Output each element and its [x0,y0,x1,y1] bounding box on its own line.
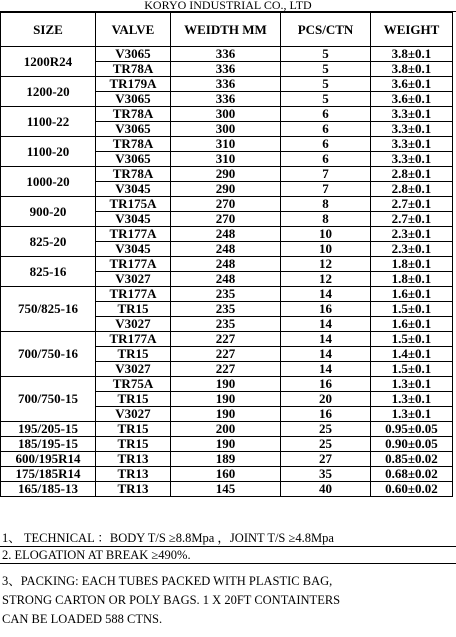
cell-width: 227 [171,362,281,377]
packing-line-1: 3、PACKING: EACH TUBES PACKED WITH PLASTIC BAG, [2,574,333,588]
cell-valve: TR177A [96,227,171,242]
cell-pcs-ctn: 10 [281,227,371,242]
cell-width: 248 [171,257,281,272]
cell-weight: 2.8±0.1 [371,167,453,182]
table-row [1,482,453,497]
table-row [1,107,453,122]
cell-size: 1100-22 [1,107,96,137]
cell-width: 310 [171,152,281,167]
cell-weight: 1.6±0.1 [371,287,453,302]
cell-pcs-ctn: 6 [281,107,371,122]
table-row [1,287,453,302]
cell-weight: 3.8±0.1 [371,47,453,62]
company-title: KORYO INDUSTRIAL CO., LTD [0,0,456,12]
cell-width: 336 [171,47,281,62]
cell-size: 825-16 [1,257,96,287]
cell-pcs-ctn: 16 [281,377,371,392]
cell-pcs-ctn: 8 [281,197,371,212]
table-row [1,452,453,467]
table-row [1,332,453,347]
cell-valve: V3065 [96,122,171,137]
cell-weight: 1.3±0.1 [371,407,453,422]
cell-width: 235 [171,302,281,317]
cell-valve: TR175A [96,197,171,212]
cell-valve: V3027 [96,407,171,422]
table-row [1,47,453,62]
cell-size: 900-20 [1,197,96,227]
cell-pcs-ctn: 20 [281,392,371,407]
cell-width: 160 [171,467,281,482]
table-row [1,422,453,437]
cell-weight: 0.60±0.02 [371,482,453,497]
cell-pcs-ctn: 5 [281,47,371,62]
cell-pcs-ctn: 7 [281,182,371,197]
cell-pcs-ctn: 25 [281,422,371,437]
cell-valve: V3027 [96,272,171,287]
packing-line-2: STRONG CARTON OR POLY BAGS. 1 X 20FT CONTAINTERS [2,593,341,607]
cell-width: 189 [171,452,281,467]
cell-size: 1000-20 [1,167,96,197]
cell-width: 300 [171,122,281,137]
cell-valve: TR179A [96,77,171,92]
cell-weight: 1.8±0.1 [371,272,453,287]
cell-weight: 0.95±0.05 [371,422,453,437]
tube-spec-table [0,12,453,497]
table-row [1,437,453,452]
cell-width: 190 [171,392,281,407]
note-elongation: 2. ELOGATION AT BREAK ≥490%. [0,546,456,564]
cell-size: 700/750-15 [1,377,96,422]
cell-pcs-ctn: 12 [281,272,371,287]
table-row [1,467,453,482]
cell-pcs-ctn: 8 [281,212,371,227]
cell-valve: TR13 [96,467,171,482]
cell-width: 248 [171,227,281,242]
cell-width: 145 [171,482,281,497]
cell-pcs-ctn: 6 [281,137,371,152]
cell-valve: TR13 [96,482,171,497]
cell-valve: V3065 [96,152,171,167]
cell-valve: V3027 [96,362,171,377]
cell-width: 336 [171,92,281,107]
cell-weight: 3.6±0.1 [371,77,453,92]
cell-width: 270 [171,212,281,227]
cell-weight: 1.3±0.1 [371,392,453,407]
cell-width: 310 [171,137,281,152]
cell-pcs-ctn: 40 [281,482,371,497]
cell-weight: 1.8±0.1 [371,257,453,272]
cell-width: 190 [171,407,281,422]
cell-pcs-ctn: 27 [281,452,371,467]
cell-pcs-ctn: 25 [281,437,371,452]
table-row [1,197,453,212]
cell-valve: V3065 [96,47,171,62]
cell-size: 1100-20 [1,137,96,167]
cell-valve: TR78A [96,107,171,122]
cell-width: 336 [171,62,281,77]
cell-weight: 2.3±0.1 [371,227,453,242]
cell-pcs-ctn: 7 [281,167,371,182]
column-header-weight: WEIGHT [371,13,453,47]
cell-size: 825-20 [1,227,96,257]
cell-valve: TR13 [96,452,171,467]
note-technical: 1、 TECHNICAL ：BODY T/S ≥8.8Mpa ，JOINT T/S ≥4.8Mpa [2,531,334,545]
note-packing [0,572,456,629]
cell-valve: V3045 [96,212,171,227]
cell-pcs-ctn: 14 [281,317,371,332]
cell-size: 185/195-15 [1,437,96,452]
cell-pcs-ctn: 16 [281,407,371,422]
packing-line-3: CAN BE LOADED 588 CTNS. [2,612,163,626]
cell-width: 290 [171,167,281,182]
cell-size: 1200R24 [1,47,96,77]
cell-pcs-ctn: 5 [281,92,371,107]
table-row [1,137,453,152]
cell-width: 336 [171,77,281,92]
cell-width: 227 [171,332,281,347]
cell-weight: 0.85±0.02 [371,452,453,467]
cell-pcs-ctn: 5 [281,62,371,77]
cell-weight: 3.6±0.1 [371,92,453,107]
cell-pcs-ctn: 10 [281,242,371,257]
table-row [1,257,453,272]
table-body [1,47,453,497]
cell-width: 270 [171,197,281,212]
cell-valve: TR177A [96,257,171,272]
cell-valve: TR15 [96,392,171,407]
cell-width: 190 [171,377,281,392]
cell-size: 1200-20 [1,77,96,107]
cell-valve: TR78A [96,137,171,152]
cell-weight: 2.7±0.1 [371,212,453,227]
cell-width: 248 [171,272,281,287]
cell-size: 195/205-15 [1,422,96,437]
cell-weight: 2.8±0.1 [371,182,453,197]
cell-size: 175/185R14 [1,467,96,482]
table-header-row [1,13,453,47]
cell-valve: TR15 [96,347,171,362]
table-row [1,167,453,182]
cell-weight: 1.4±0.1 [371,347,453,362]
table-row [1,77,453,92]
cell-valve: TR15 [96,437,171,452]
cell-valve: TR177A [96,287,171,302]
notes-section [0,530,456,629]
cell-size: 700/750-16 [1,332,96,377]
cell-valve: TR15 [96,422,171,437]
column-header-valve: VALVE [96,13,171,47]
cell-valve: V3045 [96,182,171,197]
table-row [1,227,453,242]
cell-width: 200 [171,422,281,437]
cell-width: 248 [171,242,281,257]
cell-pcs-ctn: 35 [281,467,371,482]
cell-pcs-ctn: 14 [281,347,371,362]
cell-width: 290 [171,182,281,197]
cell-weight: 3.3±0.1 [371,122,453,137]
cell-weight: 0.68±0.02 [371,467,453,482]
cell-weight: 1.6±0.1 [371,317,453,332]
cell-pcs-ctn: 6 [281,122,371,137]
cell-pcs-ctn: 14 [281,287,371,302]
cell-weight: 3.3±0.1 [371,137,453,152]
cell-valve: TR75A [96,377,171,392]
cell-valve: V3065 [96,92,171,107]
cell-width: 235 [171,317,281,332]
cell-pcs-ctn: 16 [281,302,371,317]
cell-width: 300 [171,107,281,122]
cell-size: 165/185-13 [1,482,96,497]
cell-width: 235 [171,287,281,302]
cell-width: 227 [171,347,281,362]
cell-pcs-ctn: 14 [281,332,371,347]
cell-valve: V3027 [96,317,171,332]
cell-pcs-ctn: 5 [281,77,371,92]
cell-pcs-ctn: 12 [281,257,371,272]
cell-weight: 1.5±0.1 [371,332,453,347]
column-header-pcs-ctn: PCS/CTN [281,13,371,47]
column-header-size: SIZE [1,13,96,47]
cell-weight: 3.3±0.1 [371,107,453,122]
column-header-width: WEIDTH MM [171,13,281,47]
cell-weight: 3.8±0.1 [371,62,453,77]
cell-weight: 2.3±0.1 [371,242,453,257]
cell-valve: TR78A [96,62,171,77]
cell-weight: 1.5±0.1 [371,362,453,377]
cell-width: 190 [171,437,281,452]
cell-valve: TR78A [96,167,171,182]
cell-pcs-ctn: 14 [281,362,371,377]
cell-size: 750/825-16 [1,287,96,332]
cell-pcs-ctn: 6 [281,152,371,167]
cell-weight: 1.5±0.1 [371,302,453,317]
table-row [1,377,453,392]
cell-weight: 3.3±0.1 [371,152,453,167]
cell-valve: V3045 [96,242,171,257]
cell-valve: TR177A [96,332,171,347]
cell-valve: TR15 [96,302,171,317]
cell-weight: 1.3±0.1 [371,377,453,392]
cell-size: 600/195R14 [1,452,96,467]
cell-weight: 2.7±0.1 [371,197,453,212]
cell-weight: 0.90±0.05 [371,437,453,452]
